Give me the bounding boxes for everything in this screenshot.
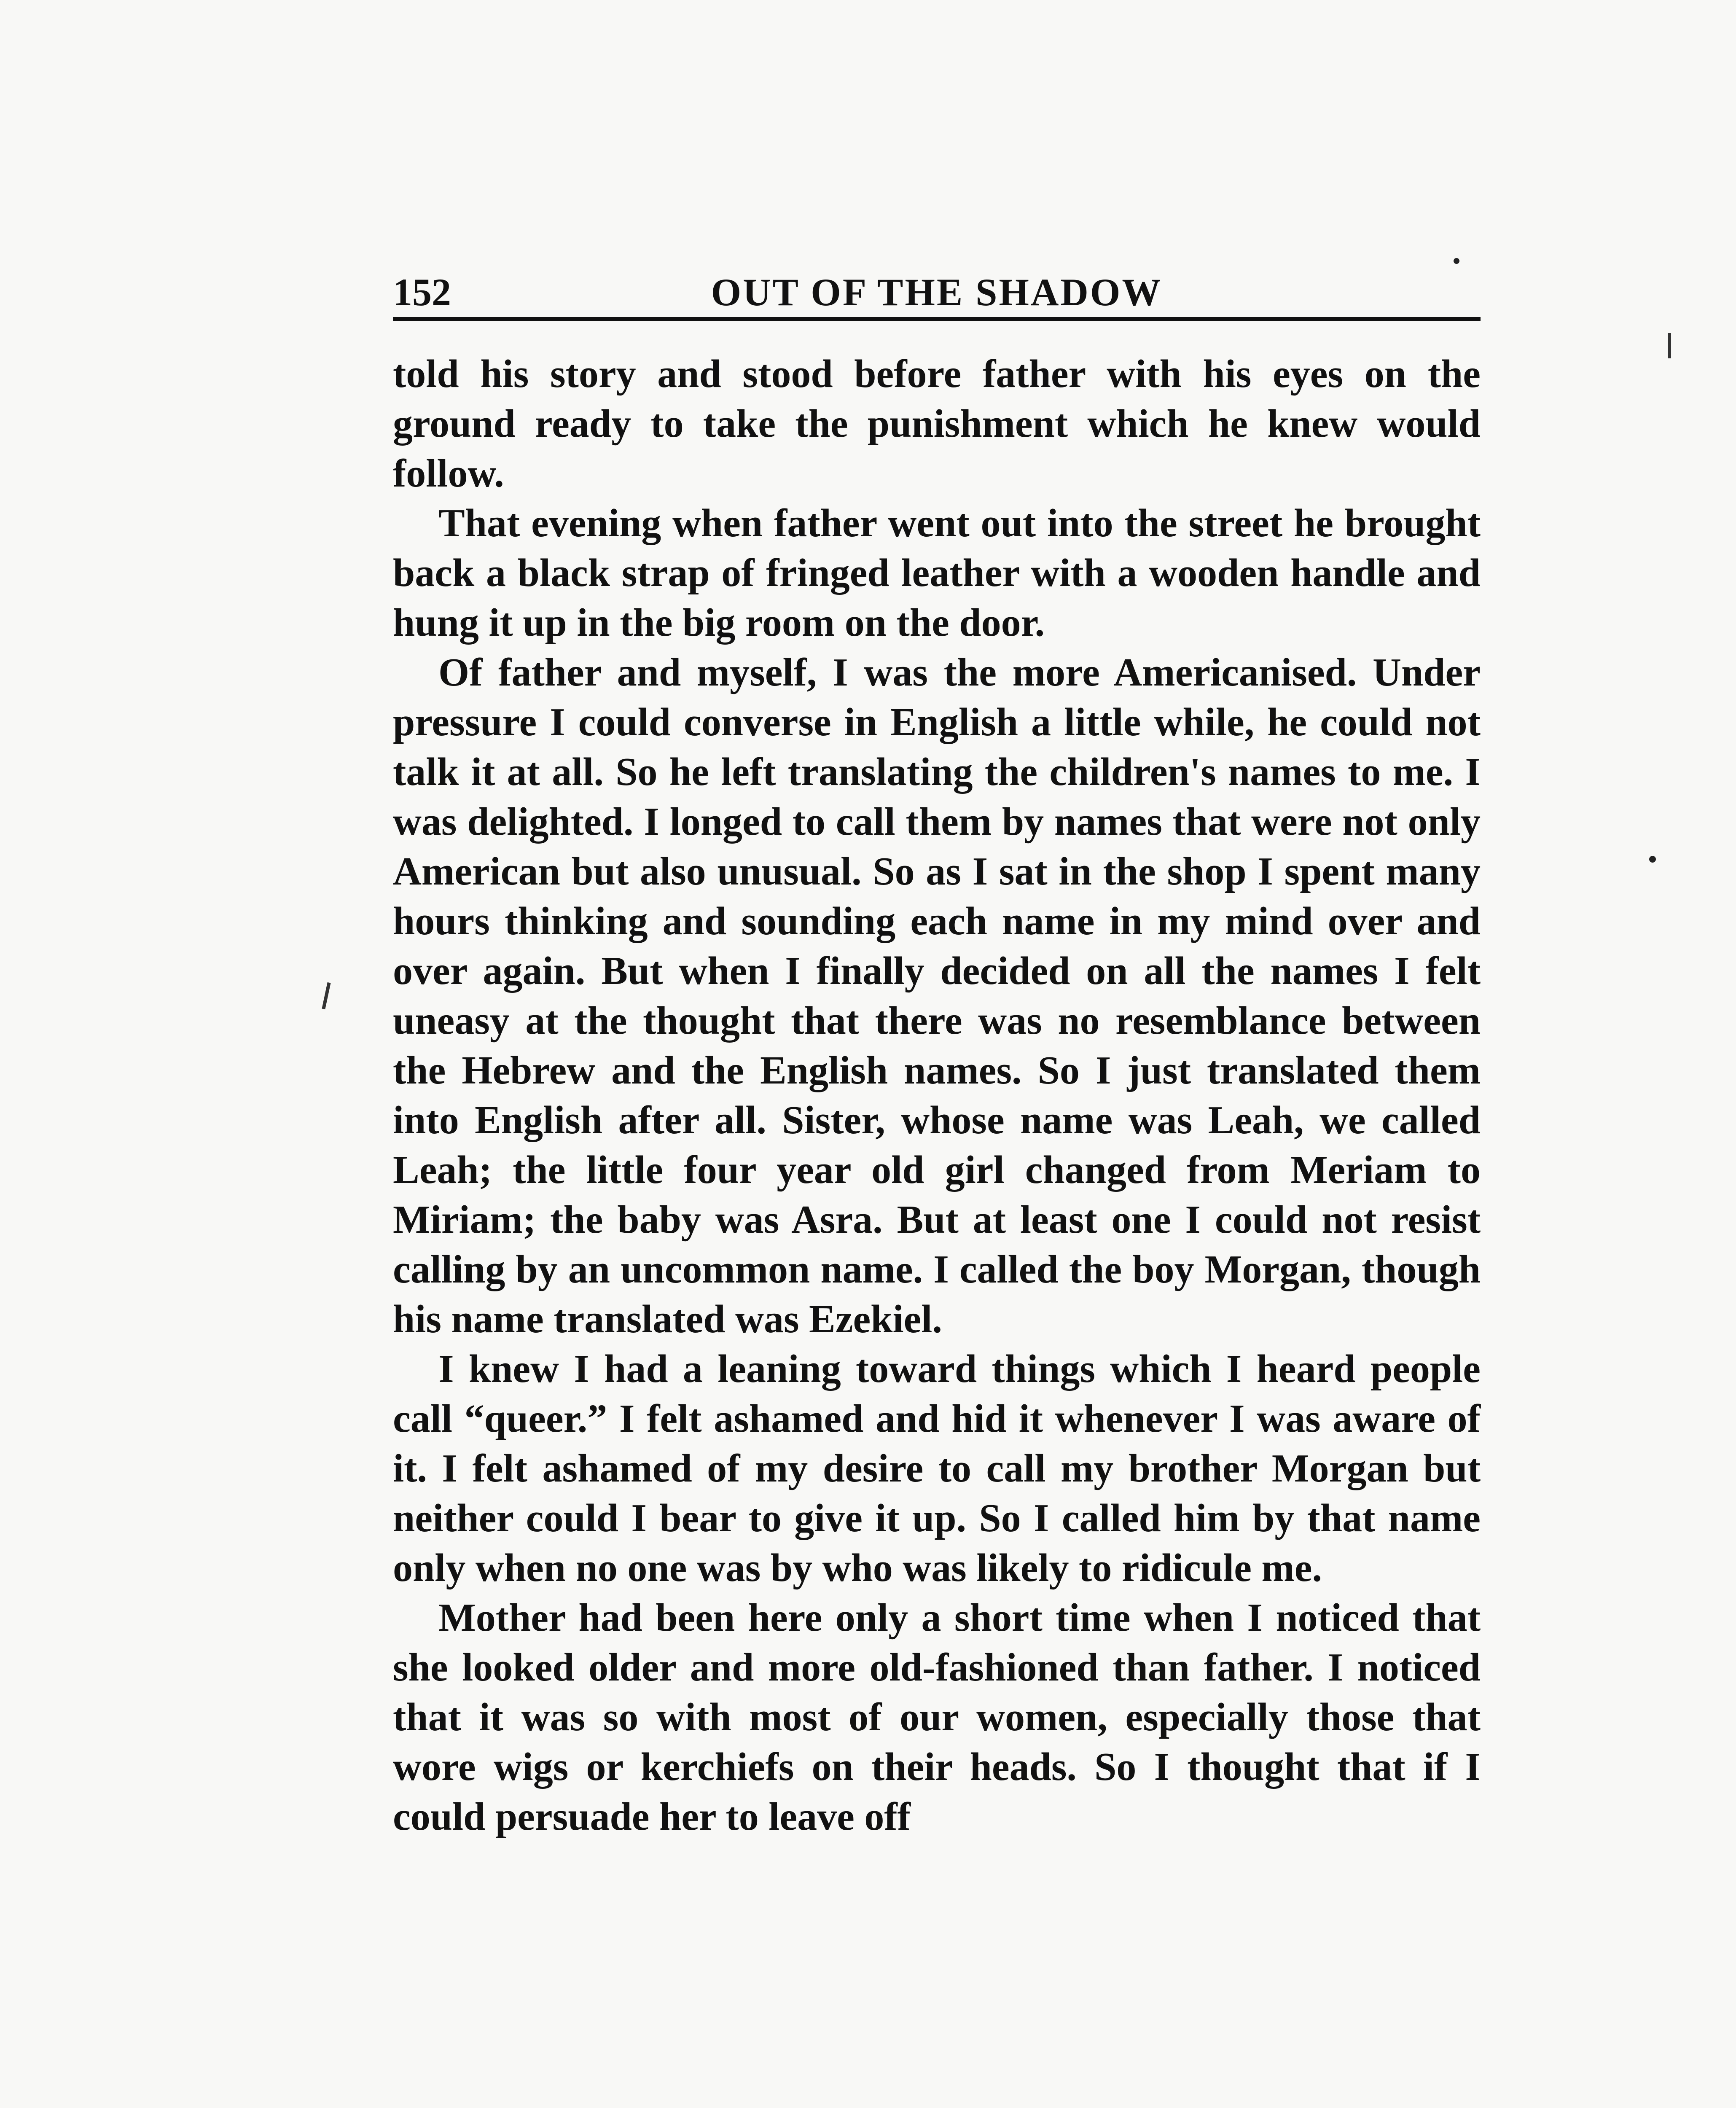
paragraph: Of father and myself, I was the more Americanised. Under pressure I could converse in English a little while, he could not talk it at all. So he left translating the children's names to me. I was delighted. I longed to call them by names that were not only American but also unusual. So as I sat in the shop I spent many hours thinking and sounding each name in my mind over and over again. But when I finally decided on all the names I felt uneasy at the thought that there was no resemblance between the Hebrew and the English names. So I just translated them into English after all. Sister, whose name was Leah, we called Leah; the little four year old girl changed from Meriam to Miriam; the baby was Asra. But at least one I could not resist calling by an uncommon name. I called the boy Morgan, though his name translated was Ezekiel. (393, 651, 1481, 1341)
ink-speck (1649, 856, 1656, 863)
running-head: OUT OF THE SHADOW (711, 271, 1163, 314)
paragraph: I knew I had a leaning toward things which I heard people call “queer.” I felt ashamed and hid it whenever I was aware of it. I felt ashamed of my desire to call my brother Morgan but neither could I bear to give it up. So I called him by that name only when no one was by who was likely to ridicule me. (393, 1347, 1481, 1590)
margin-mark (1668, 333, 1671, 358)
paragraph: told his story and stood before father with his eyes on the ground ready to take the punishment which he knew would follow. (393, 352, 1481, 495)
page-header (393, 265, 1481, 324)
paragraph: That evening when father went out into the street he brought back a black strap of fringed leather with a wooden handle and hung it up in the big room on the door. (393, 501, 1481, 645)
paragraph: Mother had been here only a short time when I noticed that she looked older and more old-fashioned than father. I noticed that it was so with most of our women, especially those that wore wigs or kerchiefs on their heads. So I thought that if I could persuade her to leave off (393, 1596, 1481, 1839)
body-text (393, 349, 1481, 2078)
header-rule (393, 317, 1481, 321)
page-number: 152 (393, 271, 451, 314)
ink-speck (1454, 258, 1459, 264)
margin-mark (322, 982, 331, 1009)
